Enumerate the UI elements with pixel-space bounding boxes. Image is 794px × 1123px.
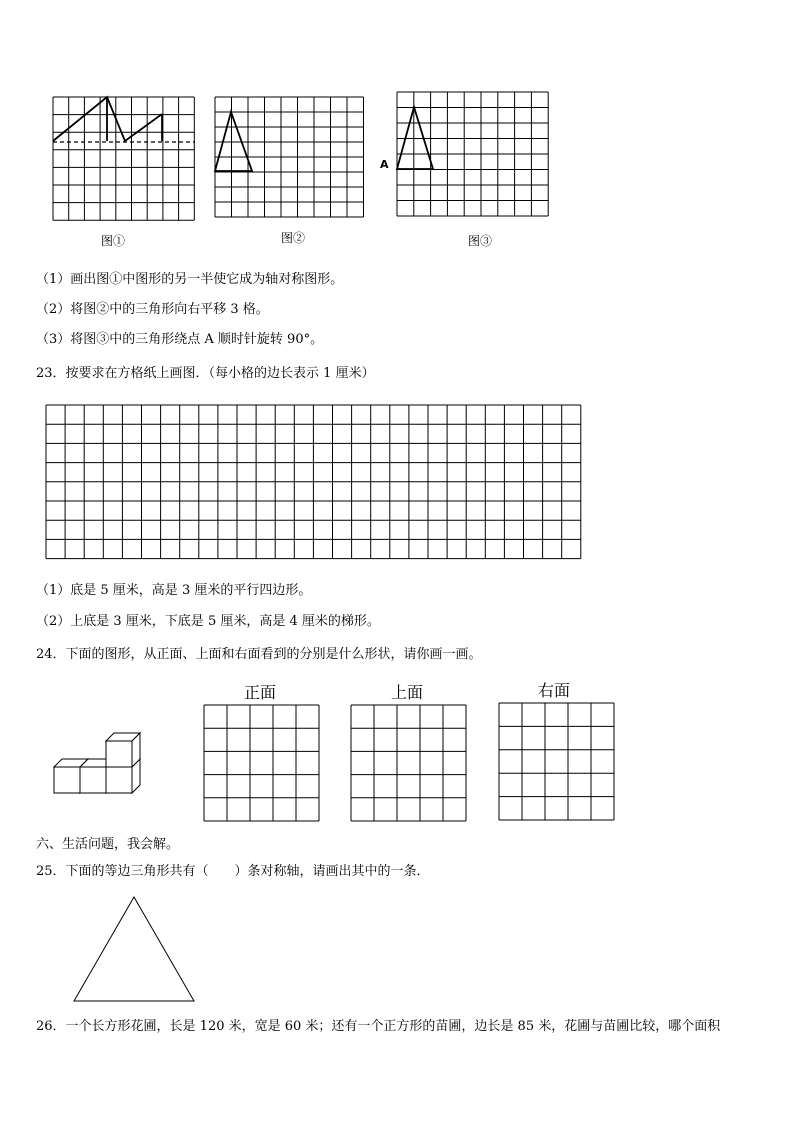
q23-instruction-1: （1）底是 5 厘米，高是 3 厘米的平行四边形。 xyxy=(36,583,312,598)
q22-instruction-2: （2）将图②中的三角形向右平移 3 格。 xyxy=(36,302,269,317)
point-a-label: A xyxy=(380,158,389,171)
q22-instruction-1: （1）画出图①中图形的另一半使它成为轴对称图形。 xyxy=(36,272,344,287)
section-6-title: 六、生活问题，我会解。 xyxy=(36,837,180,852)
q23-instruction-2: （2）上底是 3 厘米，下底是 5 厘米，高是 4 厘米的梯形。 xyxy=(36,614,380,629)
view-label-front: 正面 xyxy=(244,683,277,702)
q25-title: 25．下面的等边三角形共有（ ）条对称轴，请画出其中的一条． xyxy=(36,864,430,879)
q22-instruction-3: （3）将图③中的三角形绕点 A 顺时针旋转 90°。 xyxy=(36,332,324,347)
q23-title: 23．按要求在方格纸上画图．（每小格的边长表示 1 厘米） xyxy=(36,366,375,381)
caption-figure-2: 图② xyxy=(281,231,306,245)
caption-figure-1: 图① xyxy=(101,234,126,248)
view-label-right: 右面 xyxy=(538,681,571,700)
q24-title: 24．下面的图形，从正面、上面和右面看到的分别是什么形状，请你画一画。 xyxy=(36,647,482,662)
q26-title: 26．一个长方形花圃，长是 120 米，宽是 60 米；还有一个正方形的苗圃，边长是 85 米，花圃与苗圃比较，哪个面积 xyxy=(36,1019,721,1034)
view-label-top: 上面 xyxy=(391,683,424,702)
caption-figure-3: 图③ xyxy=(468,234,493,248)
